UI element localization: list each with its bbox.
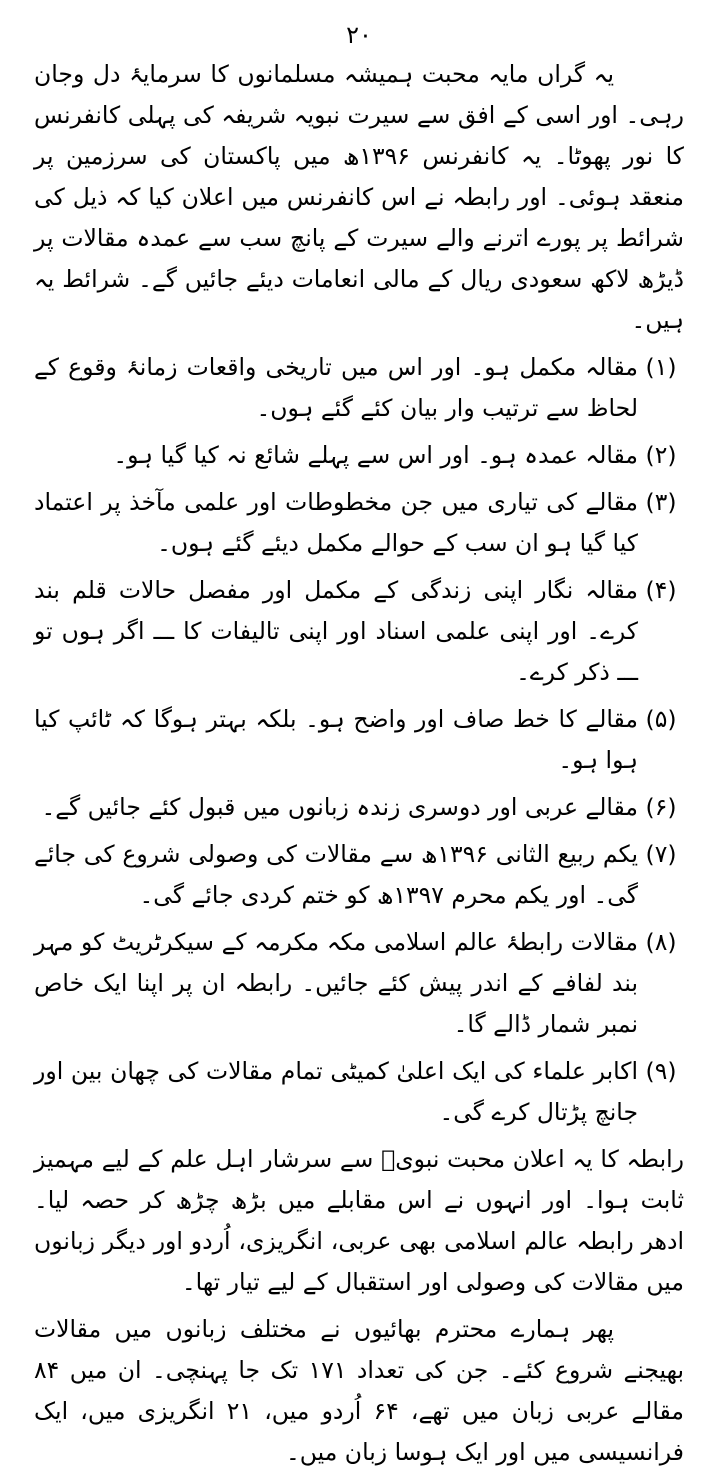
condition-text: مقالے عربی اور دوسری زندہ زبانوں میں قبول کئے جائیں گے۔ [41, 793, 638, 821]
condition-text: مقالہ نگار اپنی زندگی کے مکمل اور مفصل حالات قلم بند کرے۔ اور اپنی علمی اسناد اور اپنی تالیفات کا ـــ اگر ہوں تو ـــ ذکر کرے۔ [34, 576, 638, 686]
condition-item-7 [34, 834, 684, 916]
condition-text: یکم ربیع الثانی ۱۳۹۶ھ سے مقالات کی وصولی شروع کی جائے گی۔ اور یکم محرم ۱۳۹۷ھ کو ختم کردی جائے گی۔ [34, 840, 638, 909]
condition-number: (۴) [645, 576, 677, 604]
condition-item-6 [34, 787, 684, 828]
condition-number: (۸) [645, 928, 677, 956]
condition-item-4 [34, 570, 684, 693]
condition-item-9 [34, 1051, 684, 1133]
condition-item-3 [34, 482, 684, 564]
condition-number: (۵) [645, 705, 677, 733]
condition-text: اکابر علماء کی ایک اعلیٰ کمیٹی تمام مقالات کی چھان بین اور جانچ پڑتال کرے گی۔ [34, 1057, 638, 1126]
condition-number: (۳) [645, 488, 677, 516]
condition-number: (۲) [645, 441, 677, 469]
condition-item-1 [34, 347, 684, 429]
condition-text: مقالے کا خط صاف اور واضح ہو۔ بلکہ بہتر ہوگا کہ ٹائپ کیا ہوا ہو۔ [34, 705, 638, 774]
condition-item-2 [34, 435, 684, 476]
intro-paragraph: یہ گراں مایہ محبت ہمیشہ مسلمانوں کا سرمایۂ دل وجان رہی۔ اور اسی کے افق سے سیرت نبویہ شریفہ کی پہلی کانفرنس کا نور پھوٹا۔ یہ کانفرنس ۱۳۹۶ھ میں پاکستان کی سرزمین پر منعقد ہوئی۔ اور رابطہ نے اس کانفرنس میں اعلان کیا کہ ذیل کی شرائط پر پورے اترنے والے سیرت کے پانچ سب سے عمدہ مقالات پر ڈیڑھ لاکھ سعودی ریال کے مالی انعامات دیئے جائیں گے۔ شرائط یہ ہیں۔ [34, 60, 684, 334]
condition-text: مقالے کی تیاری میں جن مخطوطات اور علمی مآخذ پر اعتماد کیا گیا ہو ان سب کے حوالے مکمل دیئے گئے ہوں۔ [34, 488, 638, 557]
condition-text: مقالہ مکمل ہو۔ اور اس میں تاریخی واقعات زمانۂ وقوع کے لحاظ سے ترتیب وار بیان کئے گئے ہوں۔ [34, 353, 638, 422]
condition-text: مقالہ عمدہ ہو۔ اور اس سے پہلے شائع نہ کیا گیا ہو۔ [113, 441, 638, 469]
response-paragraph: رابطہ کا یہ اعلان محبت نبویؐ سے سرشار اہل علم کے لیے مہمیز ثابت ہوا۔ اور انہوں نے اس مقابلے میں بڑھ چڑھ کر حصہ لیا۔ ادھر رابطہ عالم اسلامی بھی عربی، انگریزی، اُردو اور دیگر زبانوں میں مقالات کی وصولی اور استقبال کے لیے تیار تھا۔ [34, 1145, 684, 1296]
condition-number: (۱) [645, 353, 677, 381]
condition-number: (۶) [645, 793, 677, 821]
condition-number: (۹) [645, 1057, 677, 1085]
page-number: ۲۰ [346, 21, 372, 49]
condition-item-5 [34, 699, 684, 781]
condition-number: (۷) [645, 840, 677, 868]
condition-item-8 [34, 922, 684, 1045]
count-paragraph: پھر ہمارے محترم بھائیوں نے مختلف زبانوں میں مقالات بھیجنے شروع کئے۔ جن کی تعداد ۱۷۱ تک جا پہنچی۔ ان میں ۸۴ مقالے عربی زبان میں تھے، ۶۴ اُردو میں، ۲۱ انگریزی میں، ایک فرانسیسی میں اور ایک ہوسا زبان میں۔ [34, 1315, 684, 1466]
condition-text: مقالات رابطۂ عالم اسلامی مکہ مکرمہ کے سیکرٹریٹ کو مہر بند لفافے کے اندر پیش کئے جائیں۔ رابطہ ان پر اپنا ایک خاص نمبر شمار ڈالے گا۔ [34, 928, 638, 1038]
